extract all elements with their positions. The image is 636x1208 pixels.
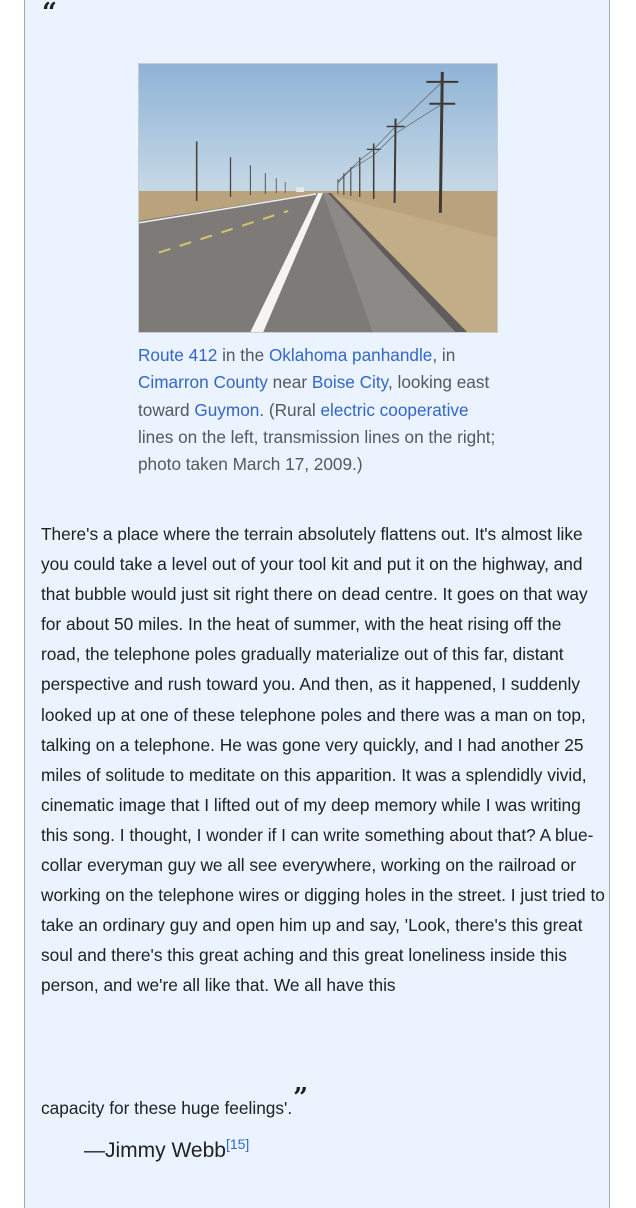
route-412-photo[interactable]: [138, 63, 498, 333]
caption-text: , looking east toward: [138, 372, 490, 420]
attribution-name: —Jimmy Webb: [84, 1139, 226, 1162]
caption-text: near: [267, 372, 312, 393]
quote-text: There's a place where the terrain absolutely flattens out. It's almost like you could take a level out of your tool kit and put it on the highway, and that bubble would just sit right there on dead centre. It goes on that way for about 50 miles. In the heat of summer, with the heat rising off the road, the telephone poles gradually materialize out of this far, distant perspective and rush toward you. And then, as it happened, I suddenly looked up at one of these telephone poles and there was a man on top, talking on a telephone. He was gone very quickly, and I had another 25 miles of solitude to meditate on this apparition. It was a splendidly vivid, cinematic image that I lifted out of my deep memory while I was writing this song. I thought, I wonder if I can write something about that? A blue-collar everyman guy we all see everywhere, working on the railroad or working on the telephone wires or digging holes in the street. I just tried to take an ordinary guy and open him up and say, 'Look, there's this great soul and there's this great aching and this great loneliness inside this person, and we're all like that. We all have this: [41, 524, 605, 996]
caption-text: in the: [217, 345, 269, 365]
caption-link-oklahoma-panhandle[interactable]: Oklahoma panhandle: [268, 345, 433, 365]
caption-link-route-412[interactable]: Route 412: [138, 345, 218, 365]
reference-link[interactable]: [15]: [225, 1136, 250, 1152]
image-caption: [138, 342, 508, 478]
route-412-photo-graphic: [139, 64, 497, 332]
caption-link-cimarron-county[interactable]: Cimarron County: [138, 372, 268, 393]
caption-link-electric-cooperative[interactable]: electric cooperative: [320, 399, 469, 420]
close-quote-mark: ”: [293, 1083, 309, 1113]
caption-link-guymon[interactable]: Guymon: [194, 399, 260, 420]
quote-last-line-text: capacity for these huge feelings'.: [41, 1098, 293, 1118]
quote-box: [24, 0, 610, 1208]
caption-text: , in: [432, 345, 456, 365]
caption-text: . (Rural: [259, 399, 321, 420]
caption-text: lines on the left, transmission lines on the right; photo taken March 17, 2009.): [138, 426, 496, 475]
quote-last-line: [41, 1074, 601, 1132]
open-quote-mark: “: [42, 0, 57, 28]
quote-attribution: [84, 1135, 249, 1164]
caption-link-boise-city[interactable]: Boise City: [311, 372, 388, 393]
